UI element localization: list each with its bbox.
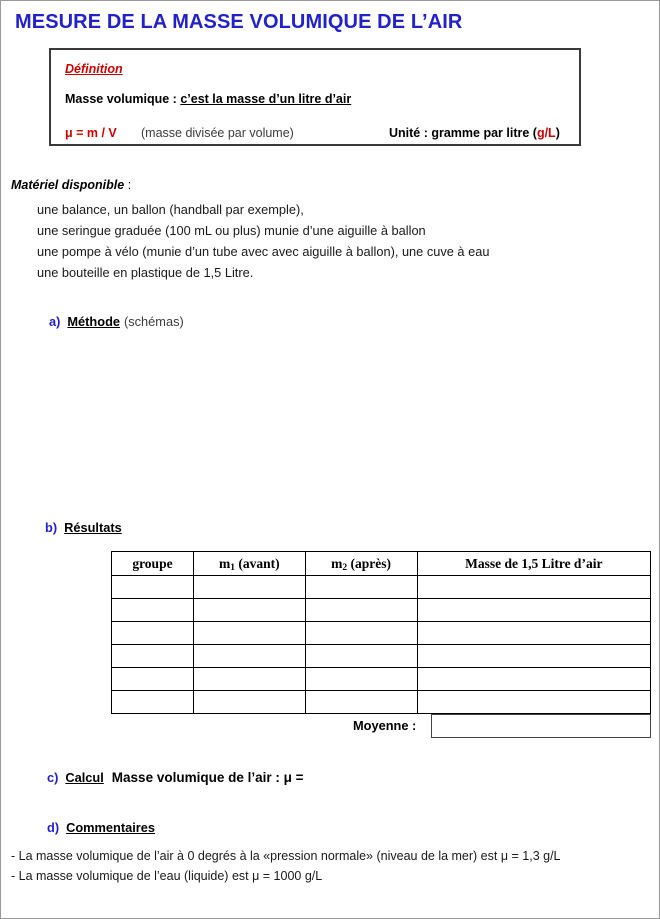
table-row <box>112 576 651 599</box>
table-header-row <box>112 552 651 576</box>
column-header-groupe-text: groupe <box>132 555 173 571</box>
list-item: une seringue graduée (100 mL ou plus) munie d’une aiguille à ballon <box>37 223 426 238</box>
section-label-methode: Méthode <box>67 314 120 329</box>
table-row <box>112 691 651 714</box>
section-marker-a: a) <box>49 314 61 329</box>
definition-unit-line <box>389 126 560 140</box>
table-cell-masse[interactable] <box>417 668 650 691</box>
column-header-masse <box>417 552 650 576</box>
section-extra-methode: (schémas) <box>124 314 184 329</box>
table-cell-m2[interactable] <box>305 645 417 668</box>
table-cell-m2[interactable] <box>305 576 417 599</box>
moyenne-row <box>353 714 651 738</box>
column-header-m1 <box>193 552 305 576</box>
section-label-calcul: Calcul <box>65 770 104 785</box>
table-cell-m1[interactable] <box>193 668 305 691</box>
table-row <box>112 599 651 622</box>
page-title: MESURE DE LA MASSE VOLUMIQUE DE L’AIR <box>15 11 463 33</box>
table-cell-m2[interactable] <box>305 668 417 691</box>
table-cell-m2[interactable] <box>305 622 417 645</box>
results-table-body <box>112 576 651 714</box>
moyenne-label: Moyenne : <box>353 718 417 733</box>
comments-list <box>11 846 561 886</box>
section-label-commentaires: Commentaires <box>66 820 155 835</box>
materiel-list <box>37 199 489 283</box>
table-cell-groupe[interactable] <box>112 645 194 668</box>
table-cell-groupe[interactable] <box>112 668 194 691</box>
column-header-m1-rest: (avant) <box>234 555 280 571</box>
list-item: une bouteille en plastique de 1,5 Litre. <box>37 265 254 280</box>
table-cell-masse[interactable] <box>417 599 650 622</box>
materiel-heading-label: Matériel disponible <box>11 178 125 192</box>
moyenne-field[interactable] <box>431 714 651 738</box>
table-cell-groupe[interactable] <box>112 576 194 599</box>
list-item: une balance, un ballon (handball par exemple), <box>37 202 304 217</box>
definition-formula-note: (masse divisée par volume) <box>141 126 294 140</box>
table-cell-masse[interactable] <box>417 691 650 714</box>
definition-heading: Définition <box>65 62 123 76</box>
table-row <box>112 645 651 668</box>
section-marker-b: b) <box>45 520 58 535</box>
column-header-m2-rest: (après) <box>347 555 392 571</box>
column-header-m1-sub: 1 <box>230 562 235 573</box>
table-row <box>112 668 651 691</box>
definition-box <box>49 48 581 146</box>
column-header-m2-sub: 2 <box>342 562 348 573</box>
column-header-m2-base: m <box>331 555 343 571</box>
list-item: une pompe à vélo (munie d’un tube avec avec aiguille à ballon), une cuve à eau <box>37 244 490 259</box>
definition-term-label: Masse volumique : <box>65 92 181 106</box>
table-cell-m2[interactable] <box>305 691 417 714</box>
definition-unit-label: Unité : gramme par litre ( <box>389 126 537 140</box>
section-heading-commentaires <box>47 820 155 835</box>
table-cell-groupe[interactable] <box>112 599 194 622</box>
section-label-resultats: Résultats <box>64 520 122 535</box>
definition-formula: μ = m / V <box>65 126 117 140</box>
section-extra-calcul: Masse volumique de l’air : μ = <box>111 770 304 785</box>
column-header-groupe <box>112 552 194 576</box>
table-cell-m1[interactable] <box>193 645 305 668</box>
comment-line: - La masse volumique de l’eau (liquide) est μ = 1000 g/L <box>11 869 323 883</box>
comment-line: - La masse volumique de l’air à 0 degrés à la «pression normale» (niveau de la mer) est μ = 1,3 g/L <box>11 849 561 863</box>
table-cell-groupe[interactable] <box>112 691 194 714</box>
table-cell-masse[interactable] <box>417 622 650 645</box>
table-cell-m2[interactable] <box>305 599 417 622</box>
table-row <box>112 622 651 645</box>
section-marker-d: d) <box>47 820 60 835</box>
column-header-m2 <box>305 552 417 576</box>
section-heading-calcul <box>47 770 304 785</box>
section-heading-methode <box>49 314 184 329</box>
definition-unit-suffix: ) <box>555 126 560 140</box>
section-heading-resultats <box>45 520 122 535</box>
definition-term-line <box>65 92 351 106</box>
definition-term-value: c’est la masse d’un litre d’air <box>180 92 352 106</box>
materiel-heading-colon: : <box>124 178 132 192</box>
column-header-m1-base: m <box>218 555 231 571</box>
column-header-masse-text: Masse de 1,5 Litre d’air <box>465 555 603 571</box>
results-table <box>111 551 651 714</box>
definition-unit-value: g/L <box>536 126 556 140</box>
materiel-heading <box>11 178 131 192</box>
section-marker-c: c) <box>47 770 59 785</box>
table-cell-m1[interactable] <box>193 576 305 599</box>
table-cell-masse[interactable] <box>417 645 650 668</box>
table-cell-m1[interactable] <box>193 622 305 645</box>
table-cell-m1[interactable] <box>193 599 305 622</box>
table-cell-masse[interactable] <box>417 576 650 599</box>
table-cell-m1[interactable] <box>193 691 305 714</box>
table-cell-groupe[interactable] <box>112 622 194 645</box>
